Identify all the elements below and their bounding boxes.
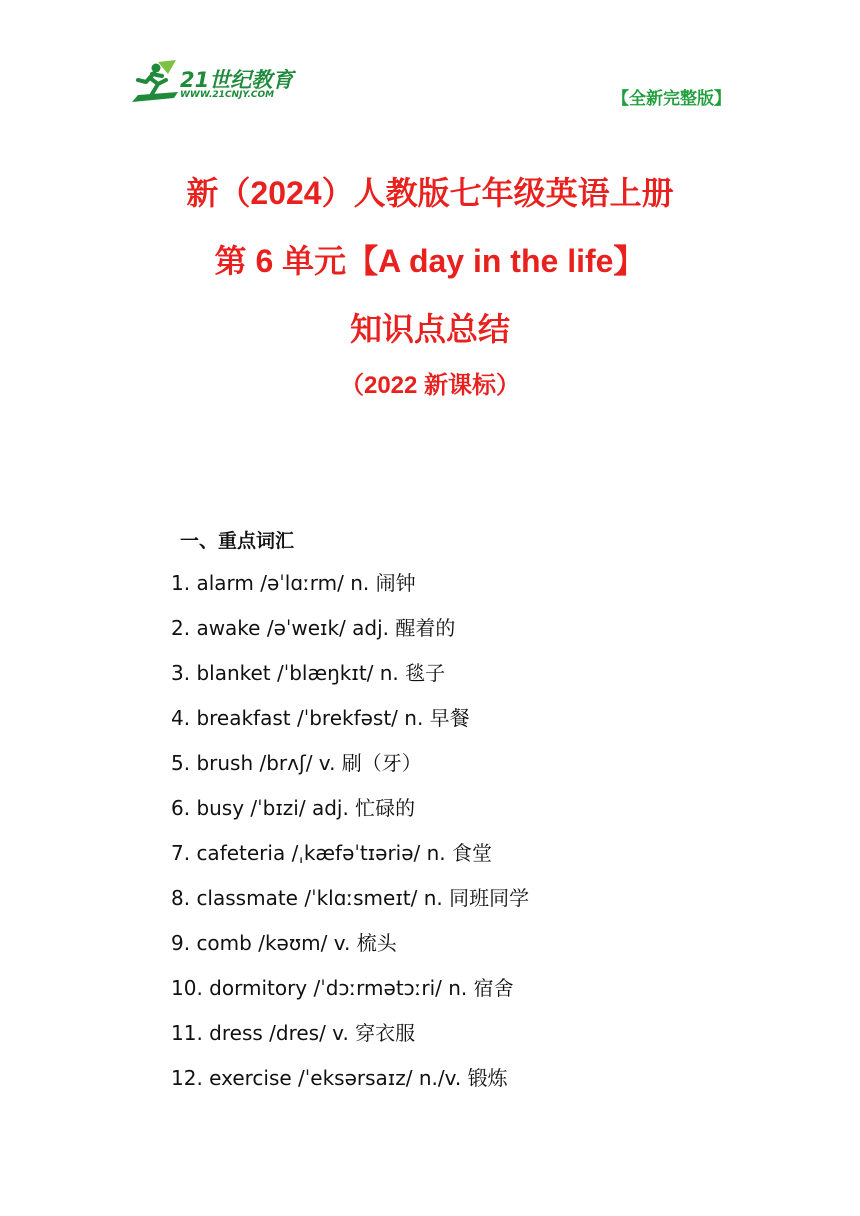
vocab-item: 5. brush /brʌʃ/ v. 刷（牙） — [171, 751, 422, 775]
vocab-item: 9. comb /kəʊm/ v. 梳头 — [171, 931, 397, 955]
vocab-item: 4. breakfast /ˈbrekfəst/ n. 早餐 — [171, 706, 470, 730]
vocab-item: 8. classmate /ˈklɑːsmeɪt/ n. 同班同学 — [171, 886, 530, 910]
vocab-item: 12. exercise /ˈeksərsaɪz/ n./v. 锻炼 — [171, 1066, 508, 1090]
section-heading-key-vocabulary: 一、重点词汇 — [180, 531, 295, 552]
curriculum-subtitle: （2022 新课标） — [339, 372, 521, 399]
vocab-item: 11. dress /dres/ v. 穿衣服 — [171, 1021, 416, 1045]
vocab-item: 6. busy /ˈbɪzi/ adj. 忙碌的 — [171, 796, 416, 820]
vocab-item: 10. dormitory /ˈdɔːrmətɔːri/ n. 宿舍 — [171, 976, 514, 1000]
runner-logo-icon — [130, 58, 180, 104]
vocab-item: 1. alarm /əˈlɑːrm/ n. 闹钟 — [171, 571, 416, 595]
summary-title: 知识点总结 — [349, 311, 510, 347]
site-logo — [130, 58, 300, 104]
document-title: 新（2024）人教版七年级英语上册 — [186, 175, 674, 211]
vocabulary-list — [171, 566, 529, 1106]
edition-label: 【全新完整版】 — [612, 89, 731, 108]
vocab-item: 7. cafeteria /ˌkæfəˈtɪəriə/ n. 食堂 — [171, 841, 493, 865]
unit-title: 第 6 单元【A day in the life】 — [214, 243, 646, 279]
vocab-item: 2. awake /əˈweɪk/ adj. 醒着的 — [171, 616, 456, 640]
vocab-item: 3. blanket /ˈblæŋkɪt/ n. 毯子 — [171, 661, 446, 685]
logo-url-text: WWW.21CNJY.COM — [180, 90, 275, 100]
logo-brand-text: 21世纪教育 — [180, 68, 294, 92]
